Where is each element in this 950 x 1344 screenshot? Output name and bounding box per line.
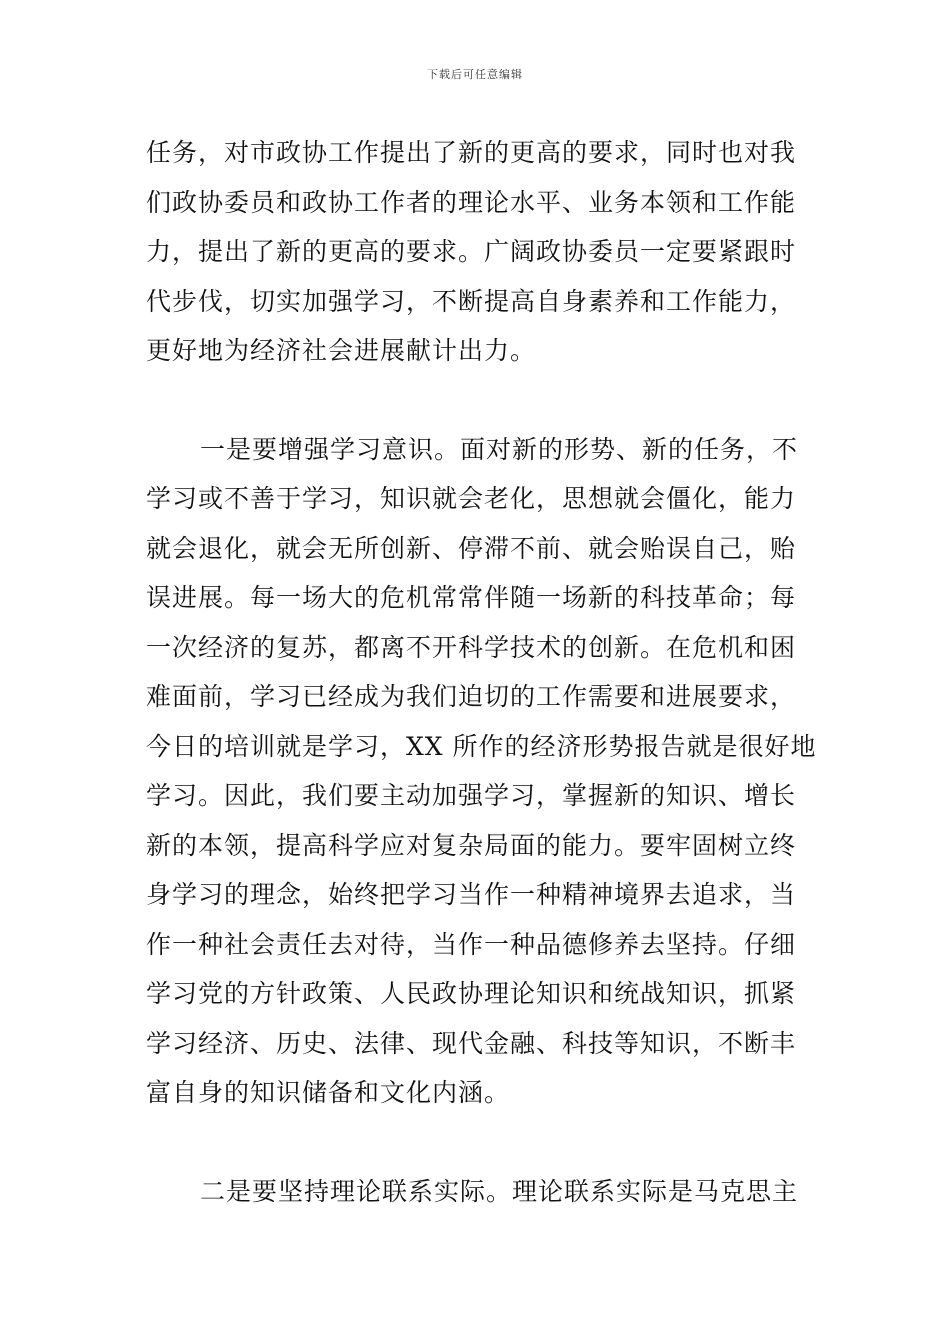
paragraph-gap (146, 1118, 812, 1167)
text-line: 们政协委员和政协工作者的理论水平、业务本领和工作能 (146, 187, 797, 217)
paragraph (146, 425, 817, 1118)
paragraph (146, 128, 812, 376)
text-line: 代步伐，切实加强学习，不断提高自身素养和工作能力， (146, 286, 797, 316)
text-line: 今日的培训就是学习，XX 所作的经济形势报告就是很好地 (146, 731, 817, 761)
text-line: 学习。因此，我们要主动加强学习，掌握新的知识、增长 (146, 781, 797, 810)
text-line: 任务，对市政协工作提出了新的更高的要求，同时也对我 (146, 138, 797, 167)
text-line: 作一种社会责任去对待，当作一种品德修养去坚持。仔细 (146, 929, 797, 959)
text-line: 难面前，学习已经成为我们迫切的工作需要和进展要求， (146, 682, 797, 711)
text-line: 学习或不善于学习，知识就会老化，思想就会僵化，能力 (146, 484, 797, 513)
text-line: 富自身的知识储备和文化内涵。 (146, 1078, 511, 1107)
paragraph-gap (146, 376, 812, 425)
text-line: 力，提出了新的更高的要求。广阔政协委员一定要紧跟时 (146, 237, 797, 266)
text-line: 更好地为经济社会进展献计出力。 (146, 336, 537, 365)
text-line: 就会退化，就会无所创新、停滞不前、就会贻误自己，贻 (146, 533, 797, 563)
document-body (146, 128, 817, 1216)
text-line: 新的本领，提高科学应对复杂局面的能力。要牢固树立终 (146, 830, 797, 860)
text-line: 二是要坚持理论联系实际。理论联系实际是马克思主 (200, 1176, 799, 1206)
text-line: 一次经济的复苏，都离不开科学技术的创新。在危机和困 (146, 632, 797, 662)
header-note: 下载后可任意编辑 (427, 68, 523, 81)
text-line: 身学习的理念，始终把学习当作一种精神境界去追求，当 (146, 880, 797, 909)
text-line: 学习经济、历史、法律、现代金融、科技等知识，不断丰 (146, 1028, 797, 1058)
paragraph (146, 1167, 812, 1217)
text-line: 学习党的方针政策、人民政协理论知识和统战知识，抓紧 (146, 979, 797, 1008)
text-line: 误进展。每一场大的危机常常伴随一场新的科技革命；每 (146, 583, 797, 612)
text-line: 一是要增强学习意识。面对新的形势、新的任务，不 (200, 434, 799, 464)
